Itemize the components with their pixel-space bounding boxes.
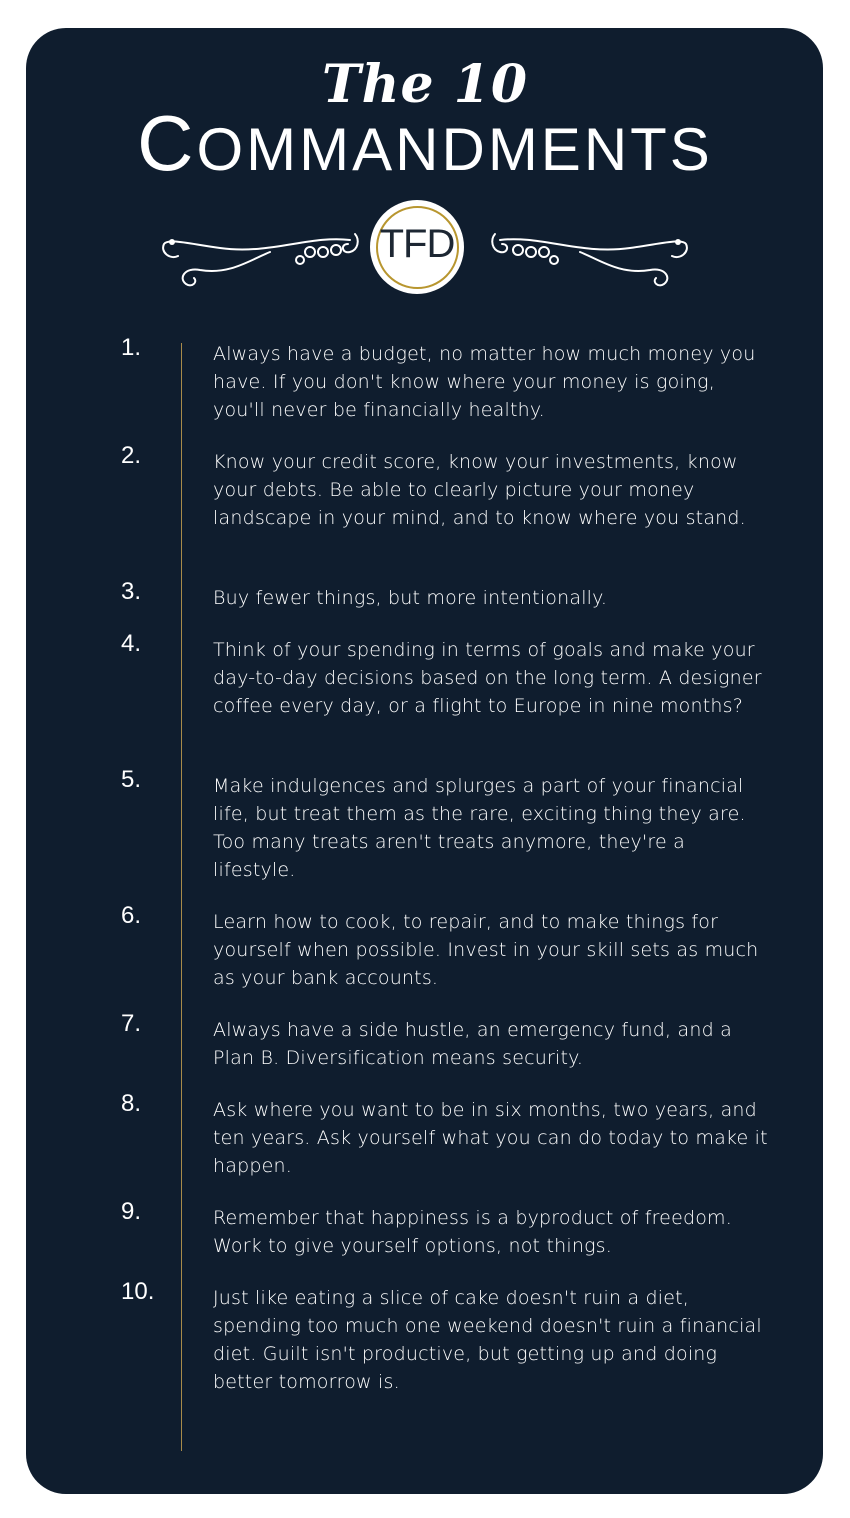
page-title — [0, 99, 850, 187]
commandment-number: 10. — [121, 1278, 155, 1305]
commandment-text: Make indulgences and splurges a part of your financial life, but treat them as the rare, exciting thing they are. Too many treats aren't treats anymore, they're a lifestyle. — [213, 775, 746, 881]
commandment-number: 3. — [121, 578, 142, 605]
commandment-text: Always have a budget, no matter how much money you have. If you don't know where your money is going, you'll never be financially healthy. — [213, 343, 756, 421]
title-top: The 10 — [321, 54, 529, 115]
title-rest: OMMANDMENTS — [196, 116, 713, 183]
commandment-text: Know your credit score, know your investments, know your debts. Be able to clearly picture your money landscape in your mind, and to know where you stand. — [213, 451, 746, 529]
commandment-text: Learn how to cook, to repair, and to make things for yourself when possible. Invest in your skill sets as much as your bank accounts. — [213, 911, 759, 989]
commandment-text: Buy fewer things, but more intentionally. — [213, 587, 608, 609]
tfd-badge — [370, 200, 464, 294]
commandment-number: 7. — [121, 1010, 142, 1037]
vertical-divider — [181, 343, 182, 1451]
commandment-text: Just like eating a slice of cake doesn't ruin a diet, spending too much one weekend doesn't ruin a financial diet. Guilt isn't productive, but getting up and doing better tomorrow is. — [213, 1287, 762, 1393]
title-initial: C — [137, 99, 197, 187]
commandment-text: Think of your spending in terms of goals and make your day-to-day decisions based on the long term. A designer coffee every day, or a flight to Europe in nine months? — [213, 639, 762, 717]
badge-text: TFD — [379, 222, 455, 266]
commandment-number: 5. — [121, 766, 142, 793]
commandment-number: 4. — [121, 630, 142, 657]
commandment-number: 2. — [121, 442, 142, 469]
commandment-number: 9. — [121, 1198, 142, 1225]
commandment-text: Remember that happiness is a byproduct of freedom. Work to give yourself options, not things. — [213, 1207, 732, 1257]
commandment-text: Ask where you want to be in six months, two years, and ten years. Ask yourself what you can do today to make it happen. — [213, 1099, 768, 1177]
commandment-number: 8. — [121, 1090, 142, 1117]
commandment-text: Always have a side hustle, an emergency fund, and a Plan B. Diversification means security. — [213, 1019, 732, 1069]
commandment-number: 6. — [121, 902, 142, 929]
commandment-number: 1. — [121, 334, 142, 361]
